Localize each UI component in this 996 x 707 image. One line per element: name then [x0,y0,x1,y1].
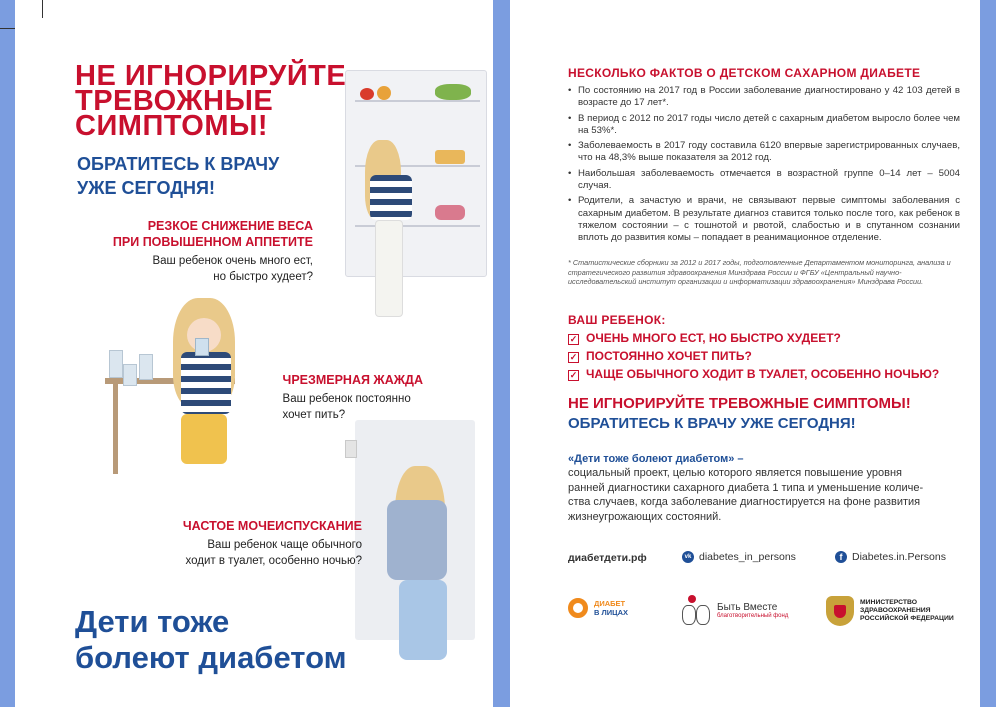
project-desc-line: ранней диагностики сахарного диабета 1 типа и уменьшение количе- [568,481,924,494]
eagle-emblem-icon [826,596,854,626]
big-title [75,604,347,676]
ministry-logo [826,596,954,626]
check-item [568,329,939,347]
vmeste-logo [680,595,788,625]
vmeste-subtitle: благотворительный фонд [717,612,789,619]
checkbox-icon: ✓ [569,370,578,380]
fact-item: • Наибольшая заболеваемость отмечается в возрастной группе 0–14 лет – 5004 случая. [566,168,960,193]
symptom-heading: ЧРЕЗМЕРНАЯ ЖАЖДА [282,373,423,387]
left-page [15,0,493,707]
sub-title [77,152,279,200]
children-icon [680,595,712,625]
fb-label: Diabetes.in.Persons [852,551,946,563]
project-desc-line: социальный проект, целью которого является повышение уровня [568,467,902,479]
cta-blue: ОБРАТИТЕСЬ К ВРАЧУ УЖЕ СЕГОДНЯ! [568,415,856,432]
symptom-text: Ваш ребенок очень много ест, [152,255,313,267]
vk-icon: vk [682,551,694,563]
symptom-text: ходит в туалет, особенно ночью? [185,555,362,567]
crop-mark [42,0,43,18]
big-title-line: болеют диабетом [75,640,347,675]
diabet-logo [568,598,628,618]
site-link[interactable]: диабетдети.рф [568,552,647,564]
project-name: «Дети тоже болеют диабетом» – [568,453,744,465]
check-label: ОЧЕНЬ МНОГО ЕСТ, НО БЫСТРО ХУДЕЕТ? [586,331,841,345]
main-title-line: СИМПТОМЫ! [75,110,269,142]
symptom-heading: РЕЗКОЕ СНИЖЕНИЕ ВЕСА [147,219,313,233]
fact-item: • По состоянию на 2017 год в России заболевание диагностировано у 42 103 детей в возрасте до 17 лет*. [566,85,960,110]
crop-mark [0,28,15,29]
project-desc-line: ства случаев, когда заболевание диагностируется на фоне развития [568,496,921,509]
vk-link[interactable] [682,551,796,563]
project-description [568,466,923,524]
check-item [568,347,939,365]
checkbox-icon: ✓ [569,352,578,362]
symptom-urination [183,518,362,569]
checkbox-icon: ✓ [569,334,578,344]
fact-item: • Заболеваемость в 2017 году составила 6120 впервые зарегистрированных случаев, что на 48,3% выше показателя за 2012 год. [566,140,960,165]
sub-title-line: ОБРАТИТЕСЬ К ВРАЧУ [77,154,280,174]
fact-item: • Родители, а зачастую и врачи, не связывают первые симптомы заболевания с сахарным диабетом. В результате диагноз ставится только после того, как ребенок в тяжелом состоянии – с тошнотой и рвотой, слабостью и в спутанном сознании вплоть до развития комы – попадает в реанимационное отделение. [566,195,960,244]
child-heading: ВАШ РЕБЕНОК: [568,313,666,327]
main-title-line: НЕ ИГНОРИРУЙТЕ [75,60,347,92]
sub-title-line: УЖЕ СЕГОДНЯ! [77,178,215,198]
right-page [510,0,980,707]
cta-red: НЕ ИГНОРИРУЙТЕ ТРЕВОЖНЫЕ СИМПТОМЫ! [568,395,911,412]
facts-title: НЕСКОЛЬКО ФАКТОВ О ДЕТСКОМ САХАРНОМ ДИАБЕТЕ [568,66,921,80]
diabet-logo-line: В ЛИЦАХ [594,608,629,617]
ministry-line: ЗДРАВООХРАНЕНИЯ [860,607,931,614]
vmeste-title: Быть Вместе [717,601,778,613]
project-desc-line: жизнеугрожающих состояний. [568,510,722,523]
main-title-line: ТРЕВОЖНЫЕ [75,85,274,117]
check-label: ЧАЩЕ ОБЫЧНОГО ХОДИТ В ТУАЛЕТ, ОСОБЕННО НОЧЬЮ? [586,367,940,381]
diabet-logo-line: ДИАБЕТ [594,599,626,608]
ministry-line: МИНИСТЕРСТВО [860,599,918,606]
symptom-heading: ПРИ ПОВЫШЕННОМ АППЕТИТЕ [112,235,313,249]
symptom-text: Ваш ребенок постоянно [282,393,411,405]
facts-list [566,85,960,248]
fact-item: • В период с 2012 по 2017 годы число детей с сахарным диабетом выросло более чем на 53%*. [566,113,960,138]
symptom-text: хочет пить? [282,409,346,421]
symptom-text: Ваш ребенок чаще обычного [207,539,362,551]
symptom-heading: ЧАСТОЕ МОЧЕИСПУСКАНИЕ [182,519,362,533]
fb-link[interactable] [835,551,946,563]
check-label: ПОСТОЯННО ХОЧЕТ ПИТЬ? [586,349,752,363]
ring-icon [568,598,588,618]
facebook-icon: f [835,551,847,563]
symptom-weight [113,218,313,285]
check-item [568,365,939,383]
footnote: * Статистические сборники за 2012 и 2017 годы, подготовленные Департаментом мониторинга, анализа и стратегического развития здравоохранения Минздрава России и ФГБУ «Центральный научно-исследовательский институт организации и информатизации здравоохранения» Минздрава России. [568,258,951,287]
symptom-thirst [283,372,423,423]
checklist [568,329,939,383]
main-title [75,60,347,142]
big-title-line: Дети тоже [75,604,230,639]
ministry-line: РОССИЙСКОЙ ФЕДЕРАЦИИ [860,615,954,622]
vk-label: diabetes_in_persons [699,551,796,563]
symptom-text: но быстро худеет? [213,271,313,283]
